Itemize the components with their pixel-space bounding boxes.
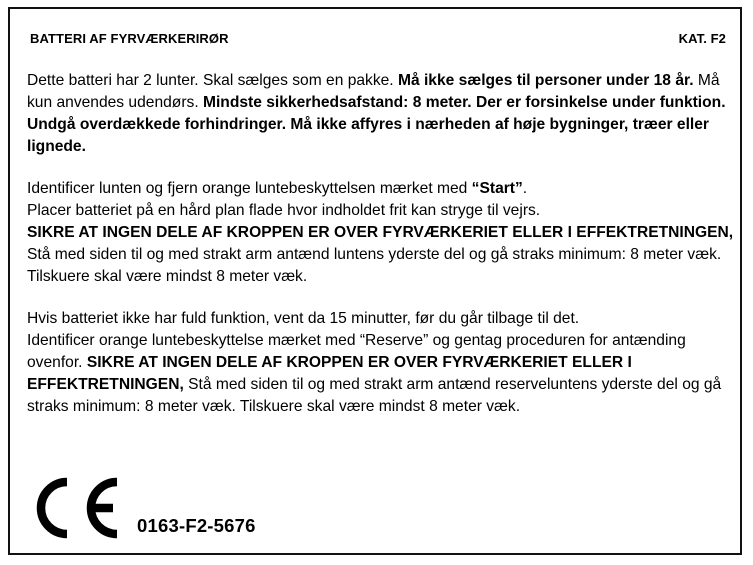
warning-text: “Start” xyxy=(471,180,523,197)
warning-text: SIKRE AT INGEN DELE AF KROPPEN ER OVER FYRVÆRKERIET ELLER I EFFEKTRETNINGEN, xyxy=(27,354,632,393)
label-title: BATTERI AF FYRVÆRKERIRØR xyxy=(30,31,229,46)
instruction-text: Identificer orange luntebeskyttelse mærket med “Reserve” og gentag proceduren for antænding ovenfor. xyxy=(27,332,686,371)
warning-text: Mindste sikkerhedsafstand: 8 meter. Der er forsinkelse under funktion. Undgå overdækkede forhindringer. Må ikke affyres i nærheden af høje bygninger, træer eller lignede. xyxy=(27,94,726,155)
ce-mark-icon xyxy=(31,473,121,543)
warning-text: Må ikke sælges til personer under 18 år. xyxy=(397,72,694,89)
instruction-text: Placer batteriet på en hård plan flade hvor indholdet frit kan stryge til vejrs. xyxy=(27,202,541,219)
instruction-paragraph-2 xyxy=(27,178,739,288)
instruction-text: Stå med siden til og med strakt arm antænd reserveluntens yderste del og gå straks minimum: 8 meter væk. Tilskuere skal være mindst 8 meter væk. xyxy=(27,376,722,415)
instruction-text: . xyxy=(522,180,528,197)
instruction-text: Dette batteri har 2 lunter. Skal sælges som en pakke. xyxy=(27,72,398,89)
warning-text: SIKRE AT INGEN DELE AF KROPPEN ER OVER FYRVÆRKERIET ELLER I EFFEKTRETNINGEN, xyxy=(27,224,734,241)
certification-code: 0163-F2-5676 xyxy=(137,515,256,536)
instructions-body xyxy=(27,70,739,438)
instruction-paragraph-3 xyxy=(27,308,739,418)
instruction-text: Identificer lunten og fjern orange luntebeskyttelsen mærket med xyxy=(27,180,472,197)
instruction-text: Må kun anvendes udendørs. xyxy=(27,72,720,111)
instruction-text: Stå med siden til og med strakt arm antænd luntens yderste del og gå straks minimum: 8 meter væk. Tilskuere skal være mindst 8 meter væk. xyxy=(27,246,722,285)
product-label xyxy=(8,7,742,555)
instruction-paragraph-1 xyxy=(27,70,739,158)
category-badge: KAT. F2 xyxy=(678,31,726,46)
instruction-text: Hvis batteriet ikke har fuld funktion, vent da 15 minutter, før du går tilbage til det. xyxy=(27,310,580,327)
